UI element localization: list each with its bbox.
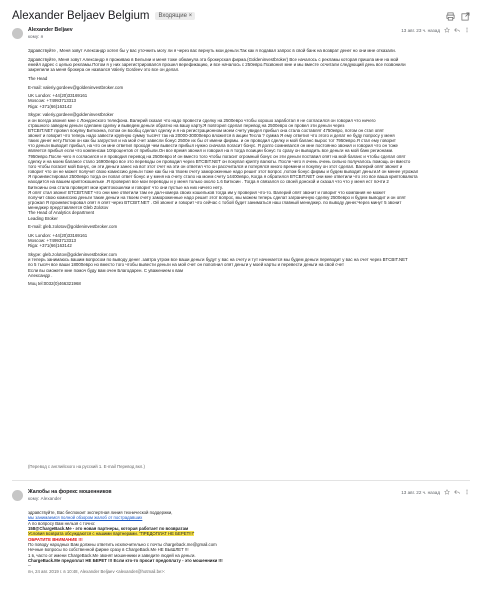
body-line: E-mail: gleb.zolotov@goldeninvestbroker.com — [28, 224, 118, 230]
star-icon[interactable] — [444, 27, 450, 33]
body-paragraph — [28, 112, 468, 220]
body-line: здравствуйте, Вас беспокоит экспертная линия технической поддержки, — [28, 510, 173, 515]
message-date: 13 авг. 23 ч. назад — [401, 27, 440, 33]
body-line: The Head of Analytics department — [28, 210, 95, 216]
body-paragraph — [28, 76, 468, 81]
inbox-label-chip[interactable]: Входящие × — [155, 12, 195, 20]
reply-icon[interactable] — [454, 489, 460, 495]
sender-name[interactable]: Жалобы на форекс мошенников — [28, 489, 112, 495]
message-1-body — [28, 48, 468, 290]
message-divider — [12, 480, 470, 481]
body-line: по 5 тысяч все ваши 18000евро но вместо того чтобы вывести деньги на мой счет он пополнил опят деньги у моей карты и перевести деньги на свой счет — [28, 262, 344, 268]
recipient-line[interactable]: кому: Alexander — [28, 496, 62, 501]
body-paragraph — [28, 281, 468, 286]
body-paragraph — [28, 85, 468, 90]
body-line: Я опят стал звонит BTCBIT.NET что они мне ответили там ее дал-номера своих кошельков тогда им у проверил что-то. Валерий опят звонит и говорит что компания не может — [28, 189, 386, 195]
message-date: 13 авг. 22 ч. назад — [401, 489, 440, 495]
more-options-icon[interactable] — [464, 27, 470, 33]
body-line: По поводу народных Вам должны ответить исключительно с почты chargeback.me@gmail.com — [28, 542, 217, 548]
message-2-header[interactable] — [12, 489, 470, 507]
body-line: 158@ChargeBack.Me - это новая партнеры, которая работает по возвратам — [28, 526, 189, 532]
body-line: сделку и на моем балансе стало 16900евро все это переводы он проводил через BTCBIT.NET он покупал крипту валюты. После чего я очень очень сильно получалось помощь он вместо — [28, 158, 411, 164]
thread-header — [12, 6, 470, 26]
body-line: UK London: +44(20)33169161 — [28, 233, 88, 238]
thread-subject: Alexander Beljaev Belgium — [12, 10, 150, 22]
body-line: Биткоины она стала проверят мои криптокошелки и говорит что они пустые на них ничего нету. — [28, 184, 223, 190]
body-line: Riga: +371(66)163142 — [28, 103, 72, 109]
body-line: А по вопросу Вам нельзя с точно: — [28, 520, 96, 526]
body-line: получит свою комиссию деньги такие деньги на твоем счету замороженные надо решит этот вопрос, мы можем теперь сделат заграничную сделку 2500евро и будем выводит и он опят — [28, 194, 406, 200]
more-options-icon[interactable] — [464, 489, 470, 495]
body-line: менеджер представляется Gleb Zolotov — [28, 205, 109, 211]
body-line: Здравствуйте, Меня зовут Александр я проживаю в Бельгии и меня тоже обманула эта брокерская фирма.(Goldeninvestbroker) Все началось с рекламы которая пришла мне на мой — [28, 56, 399, 62]
body-paragraph — [28, 57, 468, 72]
body-line: UK London: +44(20)33169161 — [28, 93, 88, 99]
body-line: ChargeBack.Me предоплат НЕ БЕРЕТ !!! Если кто-то просит предоплату - это мошенники !!! — [28, 558, 223, 564]
body-paragraph — [28, 93, 468, 108]
body-paragraph — [28, 224, 468, 229]
body-line: The Head — [28, 75, 48, 81]
body-line: E-mail: valeriy.gordeev@goldeninvestbroker.com — [28, 84, 124, 90]
body-line: 7950евро.После чего я согласился и я проводил перевод на 2500евро И он вместо того чтобы погасит огромный бонус он эти деньги поставил опят на мой баланс и чтобы сделал опят — [28, 153, 406, 159]
sender-avatar — [12, 28, 23, 39]
body-line: Skype: valeriy.gordeev@goldeninvestbroker — [28, 112, 114, 118]
reply-icon[interactable] — [454, 27, 460, 33]
print-icon[interactable] — [446, 12, 455, 21]
body-line: страшного заведем деньги сделаем сделку и выведем деньги обратно на вашу карту.Я повторил сделал перевод на 2500евро он провел эти деньги через — [28, 122, 345, 128]
body-line: является прибыл если что компенсам 10процентов от прибыли.Он все время звонил и говорил на я тогда позиции бонус то сразу он выводить все деньги на мой банк регионами. — [28, 148, 394, 154]
body-line: говорит что он не может получит свою комиссию деньги тоже как бы на твоем счету замороженные надо решит этот вопрос ,потом бонус фирмы и будем выводит деньги.И он менее угрожал — [28, 169, 419, 175]
body-line: Moscow: +74993713313 — [28, 98, 76, 104]
star-icon[interactable] — [444, 489, 450, 495]
sender-name[interactable]: Alexander Beljaev — [28, 27, 73, 33]
body-line: ОБРАТИТЕ ВНИМАНИЕ !!! — [28, 536, 83, 542]
body-line-highlighted: Условия возврата обсуждаются с нашими партнерами. "ПРЕДОПЛАТ НЕ БЕРЕТ!!!" — [28, 531, 195, 537]
body-line: Riga: +371(66)163142 — [28, 243, 72, 249]
body-line: и он всегда звонил мне с Лондонского телефона. Валерий сказал что надо провести сделку на 2500евро чтобы хорошо заработал я не согласился он говорил что ничего — [28, 117, 376, 123]
body-paragraph — [28, 48, 468, 53]
body-line: Skype: gleb.zolotov@goldeninvestbroker.com — [28, 252, 117, 258]
body-paragraph — [28, 252, 468, 278]
body-line: и теперь занимаюсь вашим вопросом по выводу денег .завтра утром все ваши деньги будут у вас на счету и тут начинается мы будем деньги переводит у вас на счет через BTCBIT.NET — [28, 257, 408, 263]
body-line: 1 в, часто от имени ChargeBack.Me звонят мошенники и заведите людей на деньги. — [28, 552, 196, 558]
body-line: Leading Broker — [28, 215, 58, 221]
body-line: Моц tel:0032(0)466321968 — [28, 281, 81, 287]
body-line: что деньги выводит прибыл, на что он мне ответил проходя чем вывести прибыл нужно сначала погасит бонус. Я долго сомневался он мне постоянно звонил и говорил что он тоже — [28, 143, 398, 149]
body-line: емейл адрес с целью рекламы.Потом я у них зарегистрировался прошел верефикацию, и все началось с 250евро.Позвонил мне и мы вместе осчитали следующий день все позвонили — [28, 61, 406, 67]
body-line: Я проинвестировал 2500евро тогда он попал ответ бонус и у меня на счету стало на моем счету 14400евро, Когда я обратился BTCBIT.NET они мне ответили что это все ваша криптовалюта — [28, 174, 418, 180]
recipient-line[interactable]: кому: я — [28, 34, 44, 39]
open-new-window-icon[interactable] — [461, 12, 470, 21]
body-line: Moscow: +74993713313 — [28, 238, 76, 244]
body-line[interactable]: мы занимаемся полной обзором жалоб от пострадавших — [28, 515, 143, 521]
body-line: закрепили за меня брокера он назвался Valeriy Gordeev это все он делал. — [28, 67, 180, 73]
body-line: Нечные вопросы по собственной фирме сразу в ChargeBack.Me НЕ ВЫШЛЕТ !!! — [28, 547, 189, 553]
sender-avatar — [12, 490, 23, 501]
body-line: Если вы сможете мне помоч буду вам очен Благодарен. С уважением к вам — [28, 267, 183, 273]
quoted-header: пн, 24 авг. 2019 г. в 10:48, Alexander Beljaev <alexander@hotmail.be>: — [28, 568, 166, 574]
body-line: Александр . — [28, 272, 53, 278]
body-line: того чтобы погасит мой Бонус, он эти деньги занес на вот этот счет на эти он ответил что он рассчитался и потерялся много времени и покупку он этот сделал. Валерий опят звонит и — [28, 163, 403, 169]
body-line: таких денег нету.Потом он как бы загрустил и на мой счет завесли бонус 2500е их бы от имени фирмы. и он проводил сделку и мой баланс вырос тот 7950евро.Я стал ему говорит — [28, 138, 396, 144]
body-paragraph — [28, 233, 468, 248]
body-line: находится на вашем криптокошельке .Я проверил все мои переводы и у меня только около 1.6 Биткоин . Тогда я связался со своей донской и сказал что что у меня ест почти 2 — [28, 179, 389, 185]
translation-note[interactable]: (Перевод с английского на русский 1. Е-mail Перевод вкл.) — [28, 464, 145, 469]
body-line: BTCBIT.NET провел покупку Биткоина, потом он вообщ сделал сделку и я на регистрационном моем счету увидел прибыл она стала составлят 4750евро, потом он стал опят — [28, 127, 384, 133]
body-line: звонит и говорит что теперь надо завести крупную сумму тысячт так на 20000-30000евро вложится в акции Тесла ? сумма Я ему ответил что этого и делат не буду попросу у меня — [28, 133, 395, 138]
body-line: угрожал Я проинвестировал опят я опят через BTCBIT.NET . Ой звонит и говорит что сейчас с тобой будет заниматься наш главный менеджер. по выводу денег.Через минут 5 звонит — [28, 200, 402, 206]
body-line: Здравствуйте , Меня зовут Александр хотел бы у вас уточнить могу ли я через вас вернуть мои деньги.Так как я подавал запрос в свой банк на возврат денег но они мне отказали. — [28, 48, 396, 53]
body-line: -- — [28, 563, 31, 569]
message-1-header[interactable] — [12, 27, 470, 45]
message-2-body — [28, 510, 468, 574]
